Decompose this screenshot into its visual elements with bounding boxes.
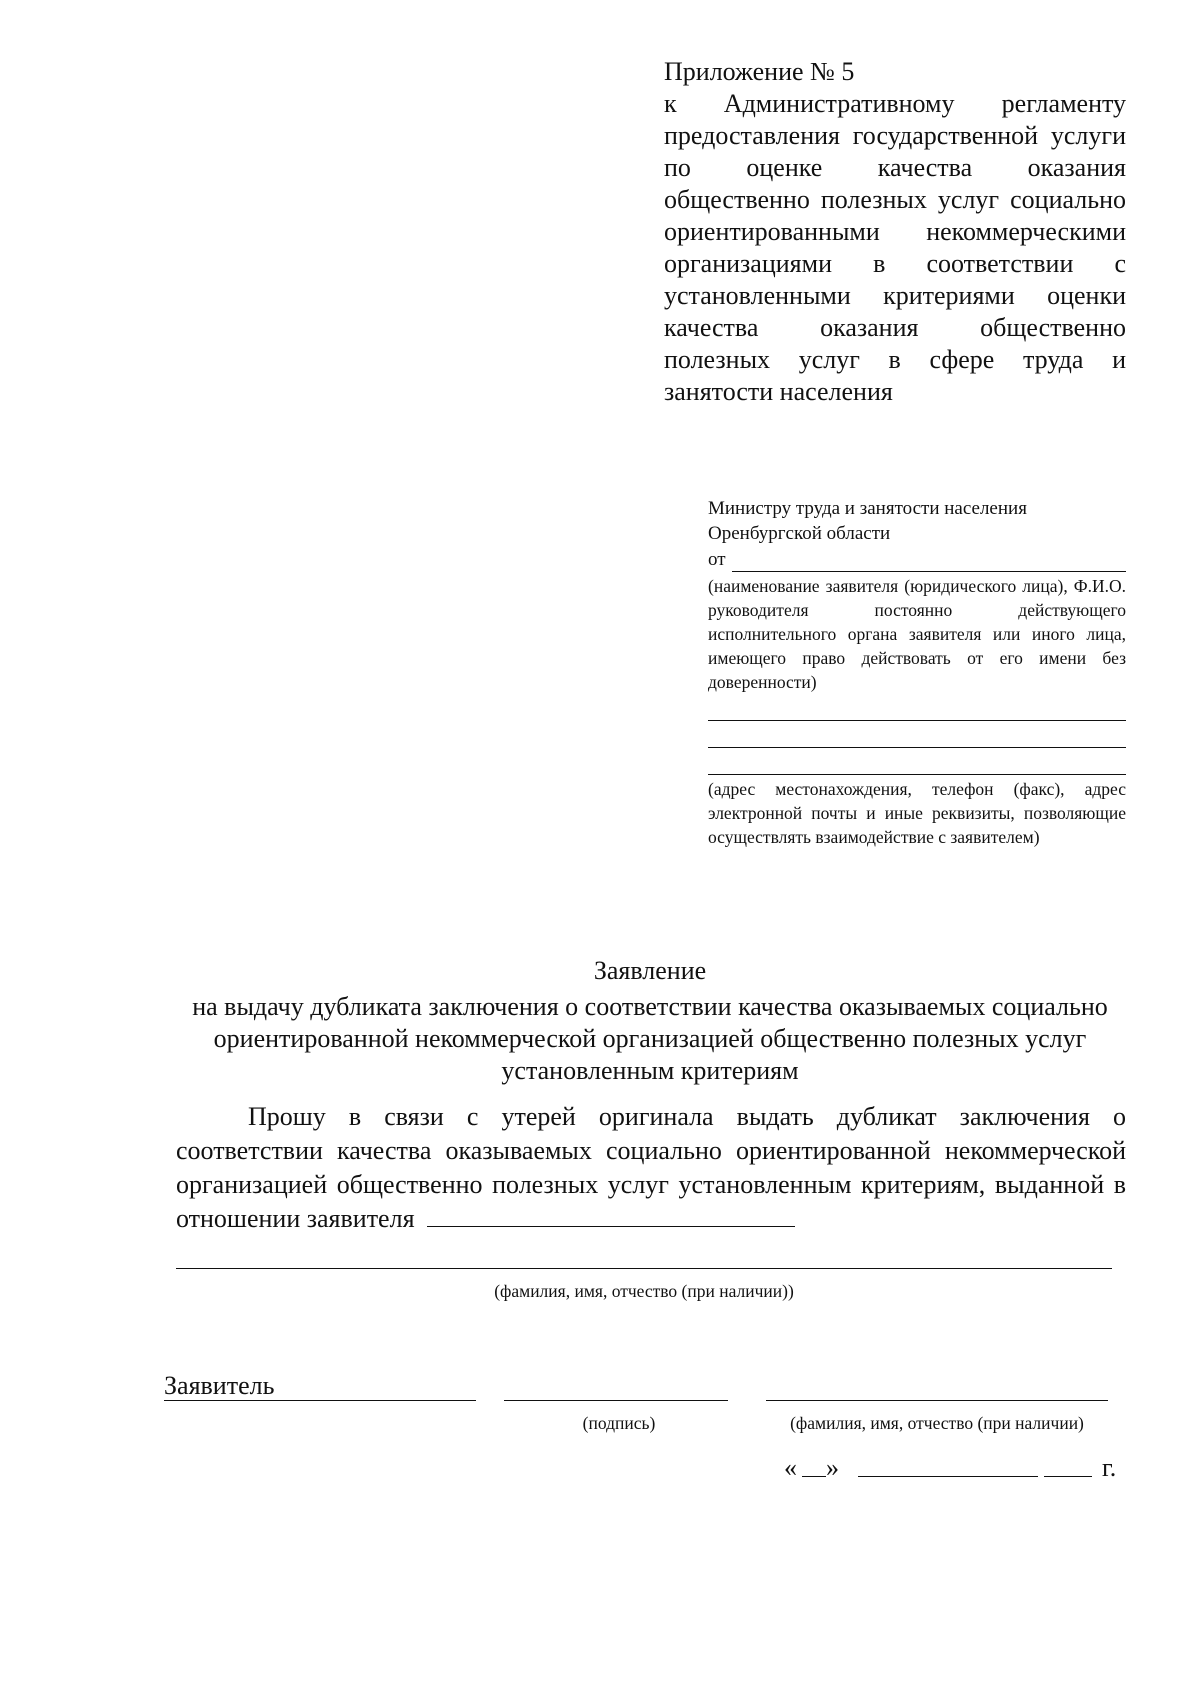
fio-caption: (фамилия, имя, отчество (при наличии)) [494,1281,794,1301]
contact-field-3[interactable] [708,748,1126,775]
applicant-fio-field[interactable] [427,1204,795,1227]
contact-field-2[interactable] [708,721,1126,748]
date-open-quote: « [784,1453,797,1482]
addressee-line-2: Оренбургской области [708,523,891,544]
body-paragraph [176,1100,1126,1236]
signer-fio-caption: (фамилия, имя, отчество (при наличии) [790,1413,1084,1433]
applicant-fio-field-continued[interactable] [176,1268,1112,1269]
document-title: Заявление [593,956,707,985]
contact-field-1[interactable] [708,694,1126,721]
title-block [150,955,1150,1087]
from-row [708,546,1126,572]
body-text: Прошу в связи с утерей оригинала выдать дубликат заключения о соответствии качества оказываемых социально ориентированной некоммерческой организацией общественно полезных услуг установленным критериям, выданной в отношении заявителя [176,1102,1126,1233]
date-year-field[interactable] [1044,1476,1092,1477]
signature-field[interactable] [504,1400,728,1401]
date-close-quote: » [826,1453,839,1482]
appendix-text: к Административному регламенту предоставления государственной услуги по оценке качества оказания общественно полезных услуг социально ориентированными некоммерческими организациями в соответствии с установленными критериями оценки качества оказания общественно полезных услуг в сфере труда и занятости населения [664,89,1126,406]
appendix-header [664,56,1126,408]
date-month-field[interactable] [858,1476,1038,1477]
date-row [784,1452,1124,1492]
signature-caption: (подпись) [582,1413,656,1433]
date-year-suffix: г. [1102,1453,1117,1482]
applicant-label: Заявитель [164,1371,275,1400]
applicant-line[interactable] [164,1400,476,1401]
contact-hint: (адрес местонахождения, телефон (факс), адрес электронной почты и иные реквизиты, позволяющие осуществлять взаимодействие с заявителем) [708,779,1126,847]
addressee-line-1: Министру труда и занятости населения [708,498,1027,519]
signer-fio-field[interactable] [766,1400,1108,1401]
applicant-hint: (наименование заявителя (юридического лица), Ф.И.О. руководителя постоянно действующего исполнительного органа заявителя или иного лица, имеющего право действовать от его имени без доверенности) [708,576,1126,692]
appendix-title: Приложение № 5 [664,57,855,86]
from-label: от [708,549,726,570]
applicant-name-field[interactable] [732,553,1126,572]
addressee-block [708,496,1126,849]
document-subtitle: на выдачу дубликата заключения о соответствии качества оказываемых социально ориентированной некоммерческой организацией общественно полезных услуг установленным критериям [192,992,1108,1085]
date-day-field[interactable] [802,1476,826,1477]
